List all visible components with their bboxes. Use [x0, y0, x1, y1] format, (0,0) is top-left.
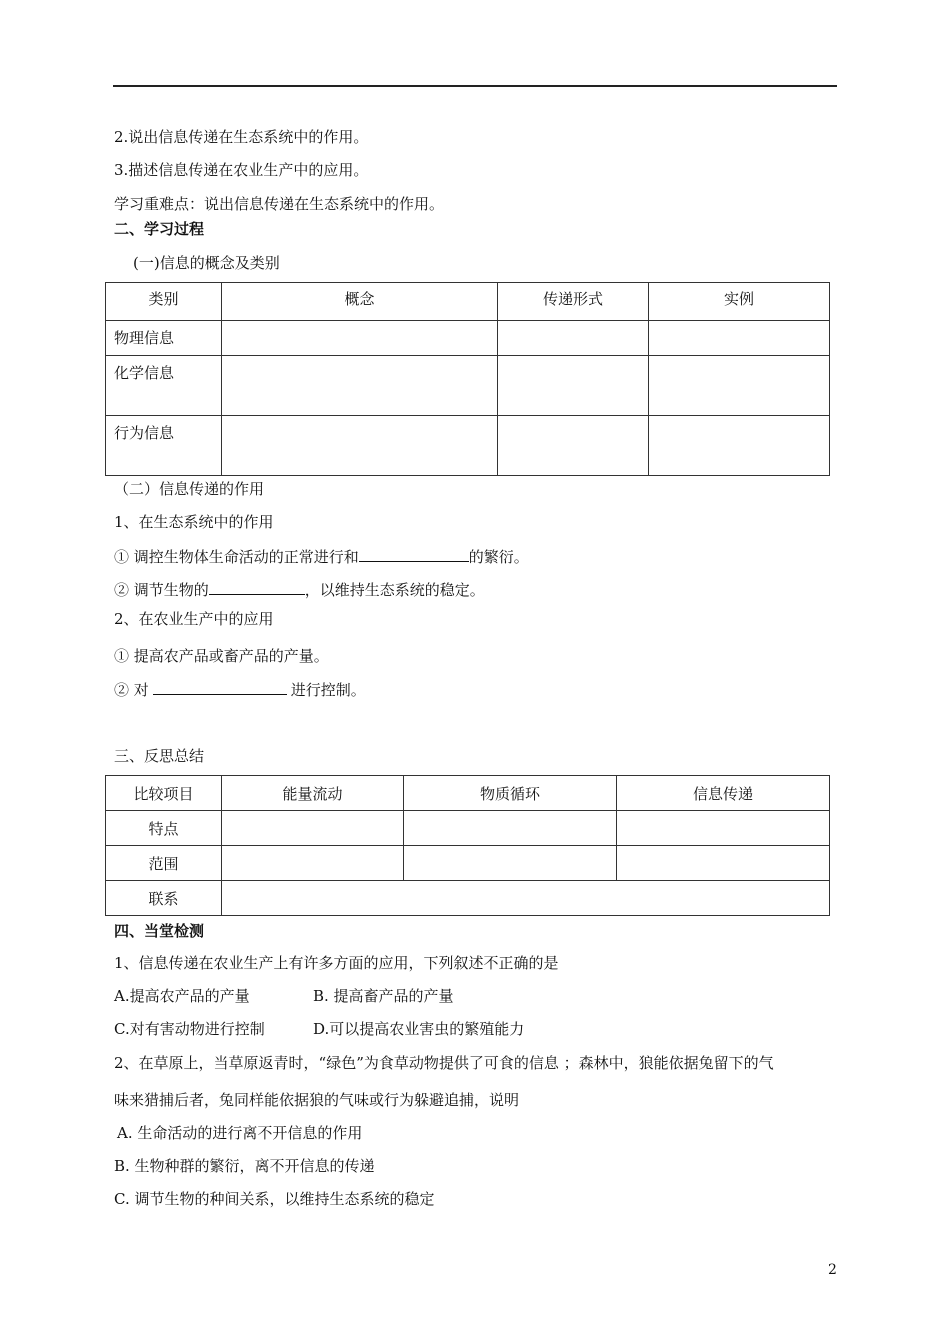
agri2-text-a: ② 对: [114, 681, 149, 699]
question-2-line-1: 2、在草原上，当草原返青时，“绿色”为食草动物提供了可食的信息 ；森林中，狼能依据兔留下的气: [114, 1054, 774, 1072]
ecosystem-item-1: [114, 546, 529, 567]
cell-blank[interactable]: [222, 321, 498, 356]
table-row: [106, 321, 830, 356]
part-1-heading: (一)信息的概念及类别: [133, 254, 280, 272]
eco2-text-a: ② 调节生物的: [114, 581, 209, 599]
header-transfer-form: 传递形式: [498, 283, 649, 321]
fill-blank-2[interactable]: [209, 579, 305, 595]
cell-blank[interactable]: [498, 416, 649, 476]
fill-blank-3[interactable]: [153, 679, 287, 695]
key-difficulty: 学习重难点：说出信息传递在生态系统中的作用。: [114, 195, 445, 213]
cell-blank[interactable]: [222, 356, 498, 416]
q1-option-c: C.对有害动物进行控制: [114, 1020, 265, 1038]
header-rule: [113, 85, 837, 87]
q2-option-c: C. 调节生物的种间关系，以维持生态系统的稳定: [114, 1190, 435, 1208]
ecosystem-role-heading: 1、在生态系统中的作用: [114, 513, 274, 531]
objective-2: 2.说出信息传递在生态系统中的作用。: [114, 128, 369, 146]
table-row: [106, 881, 830, 916]
agri2-text-b: 进行控制。: [290, 681, 366, 699]
header-compare-item: 比较项目: [106, 776, 222, 811]
agriculture-item-2: [114, 679, 366, 700]
table-row: [106, 356, 830, 416]
cell-blank[interactable]: [649, 321, 830, 356]
table-header-row: [106, 283, 830, 321]
agriculture-item-1: ① 提高农产品或畜产品的产量。: [114, 647, 329, 665]
question-1: 1、信息传递在农业生产上有许多方面的应用，下列叙述不正确的是: [114, 954, 559, 972]
cell-blank[interactable]: [404, 811, 617, 846]
comparison-table: [105, 775, 830, 916]
cell-blank[interactable]: [649, 416, 830, 476]
section-4-heading: 四、当堂检测: [114, 922, 205, 940]
header-example: 实例: [649, 283, 830, 321]
header-material-cycle: 物质循环: [404, 776, 617, 811]
header-concept: 概念: [222, 283, 498, 321]
header-energy-flow: 能量流动: [222, 776, 404, 811]
row-features: 特点: [106, 811, 222, 846]
cell-blank[interactable]: [498, 356, 649, 416]
row-behavioral: 行为信息: [106, 416, 222, 476]
header-category: 类别: [106, 283, 222, 321]
q1-option-b: B. 提高畜产品的产量: [313, 987, 454, 1005]
ecosystem-item-2: [114, 579, 485, 600]
section-2-heading: 二、学习过程: [114, 220, 205, 238]
cell-blank[interactable]: [222, 416, 498, 476]
row-physical: 物理信息: [106, 321, 222, 356]
table-row: [106, 811, 830, 846]
q2-option-a: A. 生命活动的进行离不开信息的作用: [117, 1124, 363, 1142]
q1-option-d: D.可以提高农业害虫的繁殖能力: [313, 1020, 525, 1038]
agriculture-heading: 2、在农业生产中的应用: [114, 610, 274, 628]
row-scope: 范围: [106, 846, 222, 881]
row-chemical: 化学信息: [106, 356, 222, 416]
eco1-text-b: 的繁衍。: [468, 548, 529, 566]
table-row: [106, 416, 830, 476]
eco1-text-a: ① 调控生物体生命活动的正常进行和: [114, 548, 359, 566]
cell-blank[interactable]: [617, 811, 830, 846]
page-number: 2: [828, 1262, 837, 1278]
q2-option-b: B. 生物种群的繁衍，离不开信息的传递: [114, 1157, 375, 1175]
row-relation: 联系: [106, 881, 222, 916]
part-2-heading: （二）信息传递的作用: [114, 480, 265, 498]
fill-blank-1[interactable]: [359, 546, 469, 562]
question-2-line-2: 味来猎捕后者，兔同样能依据狼的气味或行为躲避追捕，说明: [114, 1091, 520, 1109]
table-header-row: [106, 776, 830, 811]
header-info-transfer: 信息传递: [617, 776, 830, 811]
section-3-heading: 三、反思总结: [114, 747, 205, 765]
cell-blank[interactable]: [222, 846, 404, 881]
cell-blank[interactable]: [649, 356, 830, 416]
cell-blank[interactable]: [222, 881, 830, 916]
eco2-text-b: ，以维持生态系统的稳定。: [304, 581, 485, 599]
cell-blank[interactable]: [498, 321, 649, 356]
q1-option-a: A.提高农产品的产量: [114, 987, 250, 1005]
objective-3: 3.描述信息传递在农业生产中的应用。: [114, 161, 369, 179]
info-category-table: [105, 282, 830, 476]
cell-blank[interactable]: [617, 846, 830, 881]
cell-blank[interactable]: [222, 811, 404, 846]
table-row: [106, 846, 830, 881]
cell-blank[interactable]: [404, 846, 617, 881]
